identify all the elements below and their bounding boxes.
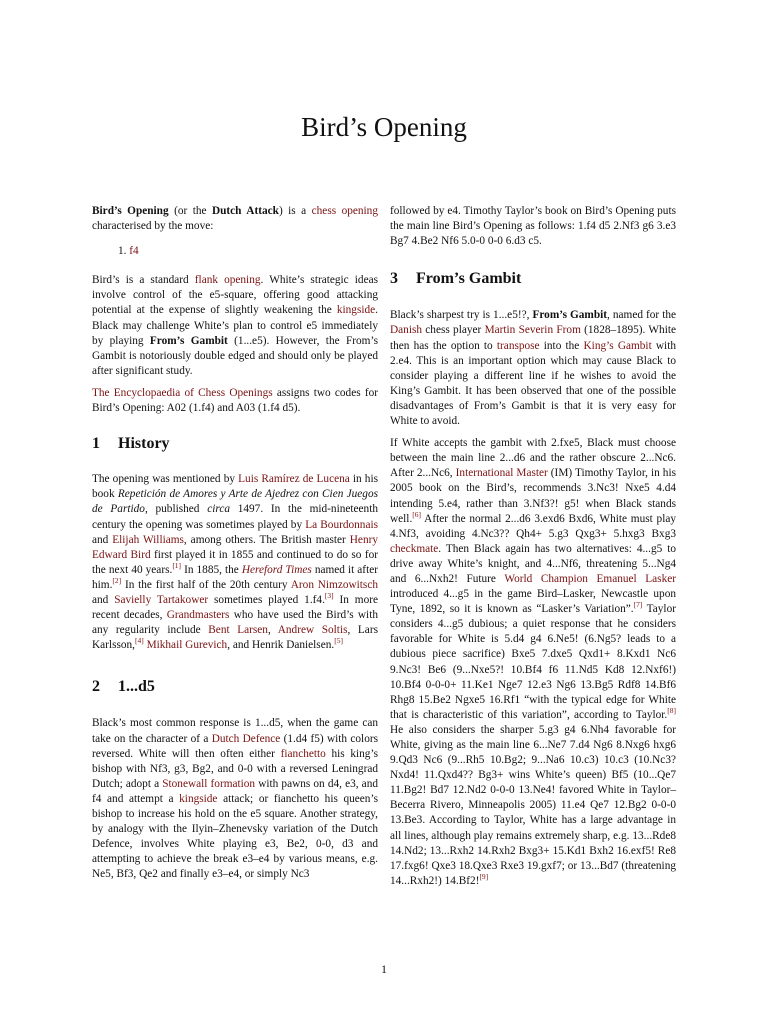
section-number: 3: [390, 270, 398, 288]
citation-9[interactable]: [9]: [479, 872, 489, 882]
eco-paragraph: [92, 386, 378, 416]
text: in his book: [92, 473, 378, 501]
link-flank-opening[interactable]: flank opening: [194, 274, 261, 287]
text: Black’s sharpest try is 1...e5!?,: [390, 309, 533, 322]
bold-term: Dutch Attack: [211, 205, 279, 217]
intro-paragraph: [92, 204, 378, 234]
text: (or the: [168, 205, 212, 217]
text: If White accepts the gambit with 2.fxe5, Black must choose between the main line 2...d6 and the rather obscure 2...Nc6. After 2...Nc6,: [390, 437, 676, 480]
link-emanuel-lasker[interactable]: Emanuel Lasker: [596, 572, 676, 585]
book-title: Repetición de Amores y Arte de Ajedrez con Cien Juegos de Partido: [92, 488, 378, 516]
citation-2[interactable]: [2]: [112, 576, 122, 586]
overview-paragraph: [92, 273, 378, 379]
link-elijah-williams[interactable]: Elijah Williams: [112, 533, 184, 546]
citation-6[interactable]: [6]: [412, 509, 422, 519]
section-title: History: [118, 435, 170, 453]
text: characterised by the move:: [92, 220, 214, 233]
text: , Lars Karlsson,: [92, 624, 378, 652]
text: chess player: [422, 324, 485, 337]
text: Taylor considers 4...g5 dubious; a quiet response that he considers favorable for White is 5.d4 g4 6.Ne5! (6.Ng5? leads to a dubious piece sacrifice) Bxe5 7.dxe5 Qxd1+ 8.Kxd1 Nc6 9.Nc3! Be6 (9...Nxe5?! 10.Bf4 f6 11.Nd5 Kd8 12.Nxf6!) 10.Bf4 0-0-0+ 11.Ke1 Nge7 12.e3 Ng6 13.Bg5 Rdf8 14.Bf6 Rhg8 15.Be2 Ngxe5 16.Rf1 “with the typical edge for White that is characteristic of this variation”, according to Taylor.: [390, 603, 676, 721]
text: , named for the: [607, 309, 676, 322]
link-andrew-soltis[interactable]: Andrew Soltis: [277, 624, 348, 637]
link-bent-larsen[interactable]: Bent Larsen: [208, 624, 268, 637]
text: Black’s most common response is 1...d5, when the game can take on the character of a: [92, 717, 378, 745]
move-list: [118, 244, 378, 259]
page-number: 1: [381, 962, 387, 976]
text: ) is a: [278, 205, 312, 217]
text: (1...e5). However, the From’s Gambit is notoriously double edged and should only be played after significant study.: [92, 334, 378, 377]
link-grandmasters[interactable]: Grandmasters: [166, 609, 230, 622]
citation-4[interactable]: [4]: [135, 636, 144, 646]
citation-1[interactable]: [1]: [172, 561, 182, 571]
link-kingside[interactable]: kingside: [336, 304, 376, 317]
bold-term: Bird’s Opening: [92, 205, 169, 217]
text: The opening was mentioned by: [92, 473, 239, 486]
citation-8[interactable]: [8]: [667, 706, 676, 716]
text: sometimes played 1.f4.: [208, 593, 325, 606]
link-tartakower[interactable]: Savielly Tartakower: [114, 593, 209, 606]
link-stonewall-formation[interactable]: Stonewall formation: [162, 777, 256, 790]
link-dutch-defence[interactable]: Dutch Defence: [211, 732, 281, 745]
section-number: 2: [92, 678, 100, 696]
link-kingside[interactable]: kingside: [179, 792, 218, 805]
text: his king’s bishop with Nf3, g3, Bg2, and 0-0 with a reversed Leningrad Dutch; adopt a: [92, 747, 378, 790]
link-eco[interactable]: The Encyclopaedia of Chess Openings: [92, 386, 273, 399]
link-lucena[interactable]: Luis Ramírez de Lucena: [238, 473, 350, 486]
d5-paragraph-continued: followed by e4. Timothy Taylor’s book on Bird’s Opening puts the main line Bird’s Opening as follows: 1.f4 d5 2.Nf3 g6 3.e3 Bg7 4.Be2 Nf6 5.0-0 0-0 6.d3 c5.: [390, 205, 676, 248]
text: . White’s strategic ideas involve control of the e5-square, offering good attacking potential at the expense of slightly weakening the: [92, 274, 378, 317]
link-la-bourdonnais[interactable]: La Bourdonnais: [305, 518, 378, 531]
text: He also considers the sharper 5.g3 g4 6.Nh4 favorable for White, giving as the main line 6...Ne7 7.d4 Ng6 8.Nxg6 hxg6 9.Qd3 Nc6 (9...Rh5 10.Bg2; 9...Na6 10.c3) 10.c3 (10.Nc3? Nxd4! 11.Qxd4?? Bg3+ wins White’s queen) Bf5 (10...Qe7 11.Bg2! Bd7 12.Nd2 0-0-0 13.Ne4! favored White in Taylor–Becerra Rivero, Minneapolis 2005) 11.e4 Qe7 12.Bg2 0-0-0 13.Be3. According to Taylor, White has a large advantage in all lines, although play remains extremely sharp, e.g. 13...Rde8 14.Nd2; 13...Rxh2 14.Rxh2 Bxg3+ 15.Kd1 Bxh2 16.exf5! Re8 17.fxg6! Qxe3 18.Qxe3 Rxe3 19.gxf7; or 13...Bd7 (threatening 14...Rxh2!) 14.Bf2!: [390, 723, 676, 887]
right-column: [390, 204, 676, 896]
text: After the normal 2...d6 3.exd6 Bxd6, White must play 4.Nf3, avoiding 4.Nc3?? Qh4+ 5.g3 Qxg3+ 5.hxg3 Bxg3: [390, 512, 676, 540]
citation-7[interactable]: [7]: [633, 600, 643, 610]
link-kings-gambit[interactable]: King’s Gambit: [583, 339, 652, 352]
link-martin-severin-from[interactable]: Martin Severin From: [484, 324, 581, 337]
citation-5[interactable]: [5]: [334, 636, 343, 646]
text: In more recent decades,: [92, 593, 378, 622]
text: 1497. In the mid-nineteenth century the opening was sometimes played by: [92, 503, 378, 531]
text: first played it in 1855 and continued to do so for the next 40 years.: [92, 548, 378, 576]
text: ,: [267, 624, 278, 637]
text: with pawns on d4, e3, and f4 and attempt a: [92, 777, 378, 805]
bold-term: From’s Gambit: [149, 334, 228, 347]
history-paragraph: [92, 472, 378, 653]
text: In the first half of the 20th century: [121, 578, 291, 591]
text: Bird’s is a standard: [92, 274, 195, 287]
text: into the: [539, 339, 584, 352]
link-transpose[interactable]: transpose: [496, 339, 540, 352]
page-title: Bird’s Opening: [301, 112, 467, 142]
italic-link-text: Hereford Times: [241, 563, 312, 576]
link-mikhail-gurevich[interactable]: Mikhail Gurevich: [146, 639, 228, 652]
left-column: [92, 204, 378, 889]
link-hereford-times[interactable]: [242, 564, 312, 576]
citation-3[interactable]: [3]: [324, 591, 334, 601]
text: . Black may challenge White’s plan to control e5 immediately by playing: [92, 304, 378, 347]
text: , among others. The British master: [183, 533, 350, 546]
text: , published: [144, 503, 208, 516]
text: introduced 4...g5 in the game Bird–Lasker, Newcastle upon Tyne, 1892, so it is known as “Lasker’s Variation”.: [390, 588, 676, 616]
bold-term: From’s Gambit: [532, 309, 608, 322]
text: with 2.e4. This is an important option which may cause Black to consider playing a different line if he wishes to avoid the King’s Gambit. It has been observed that one of the possible disadvantages of From’s Gambit is that it is very easy for White to avoid.: [390, 339, 676, 428]
link-nimzowitsch[interactable]: Aron Nimzowitsch: [290, 578, 378, 591]
move-number: 1.: [118, 245, 130, 258]
text: named it after him.: [92, 563, 378, 591]
text: (1.d4 f5) with colors reversed. White will then often either: [92, 732, 378, 760]
text: (IM) Timothy Taylor, in his 2005 book on the Bird’s, recommends 3.Nc3! Nxe5 4.d4 intending 5.e4, rather than 3.Nf3?! g5! when Black stands well.: [390, 467, 676, 525]
section-number: 1: [92, 435, 100, 453]
italic-term: circa: [207, 503, 230, 516]
link-fianchetto[interactable]: fianchetto: [280, 747, 326, 760]
link-f4[interactable]: f4: [129, 245, 139, 258]
text: attack; or fianchetto his queen’s bishop to increase his hold on the e5 square. Another strategy, by analogy with the Ilyin–Zhenevsky variation of the Dutch Defence, involves White playing e3, Be2, 0-0, d3 and attempting to achieve the break e3–e4 by various means, e.g. Ne5, Bf3, Qe2 and finally e3–e4, or simply Nc3: [92, 792, 378, 881]
gambit-accepted-paragraph: [390, 436, 676, 889]
link-danish[interactable]: Danish: [390, 324, 423, 337]
text: , and Henrik Danielsen.: [227, 639, 335, 652]
link-international-master[interactable]: International Master: [455, 467, 548, 480]
section-heading-d5: [92, 679, 378, 694]
text: (1828–1895). White then has the option to: [390, 324, 677, 352]
link-world-champion[interactable]: World Champion: [504, 572, 588, 585]
text: assigns two codes for Bird’s Opening: A02 (1.f4) and A03 (1.f4 d5).: [92, 386, 378, 415]
section-heading-history: [92, 436, 378, 451]
d5-paragraph: [92, 716, 378, 882]
text: [588, 573, 597, 585]
section-title: From’s Gambit: [416, 270, 522, 288]
section-title: 1...d5: [118, 678, 155, 696]
text: and: [92, 533, 113, 546]
text: and: [92, 593, 115, 606]
text: In 1885, the: [181, 563, 242, 576]
link-henry-edward-bird[interactable]: Henry Edward Bird: [92, 533, 378, 561]
section-heading-froms-gambit: [390, 271, 676, 286]
froms-gambit-paragraph: [390, 308, 676, 429]
text: . Then Black again has two alternatives: 4...g5 to drive away White’s knight, and 4...Nf6, threatening 5...Ng4 and 6...Nxh2! Future: [390, 542, 676, 585]
text: who have used the Bird’s with any regularity include: [92, 609, 378, 637]
link-chess-opening[interactable]: chess opening: [311, 205, 378, 217]
link-checkmate[interactable]: checkmate: [390, 542, 439, 555]
